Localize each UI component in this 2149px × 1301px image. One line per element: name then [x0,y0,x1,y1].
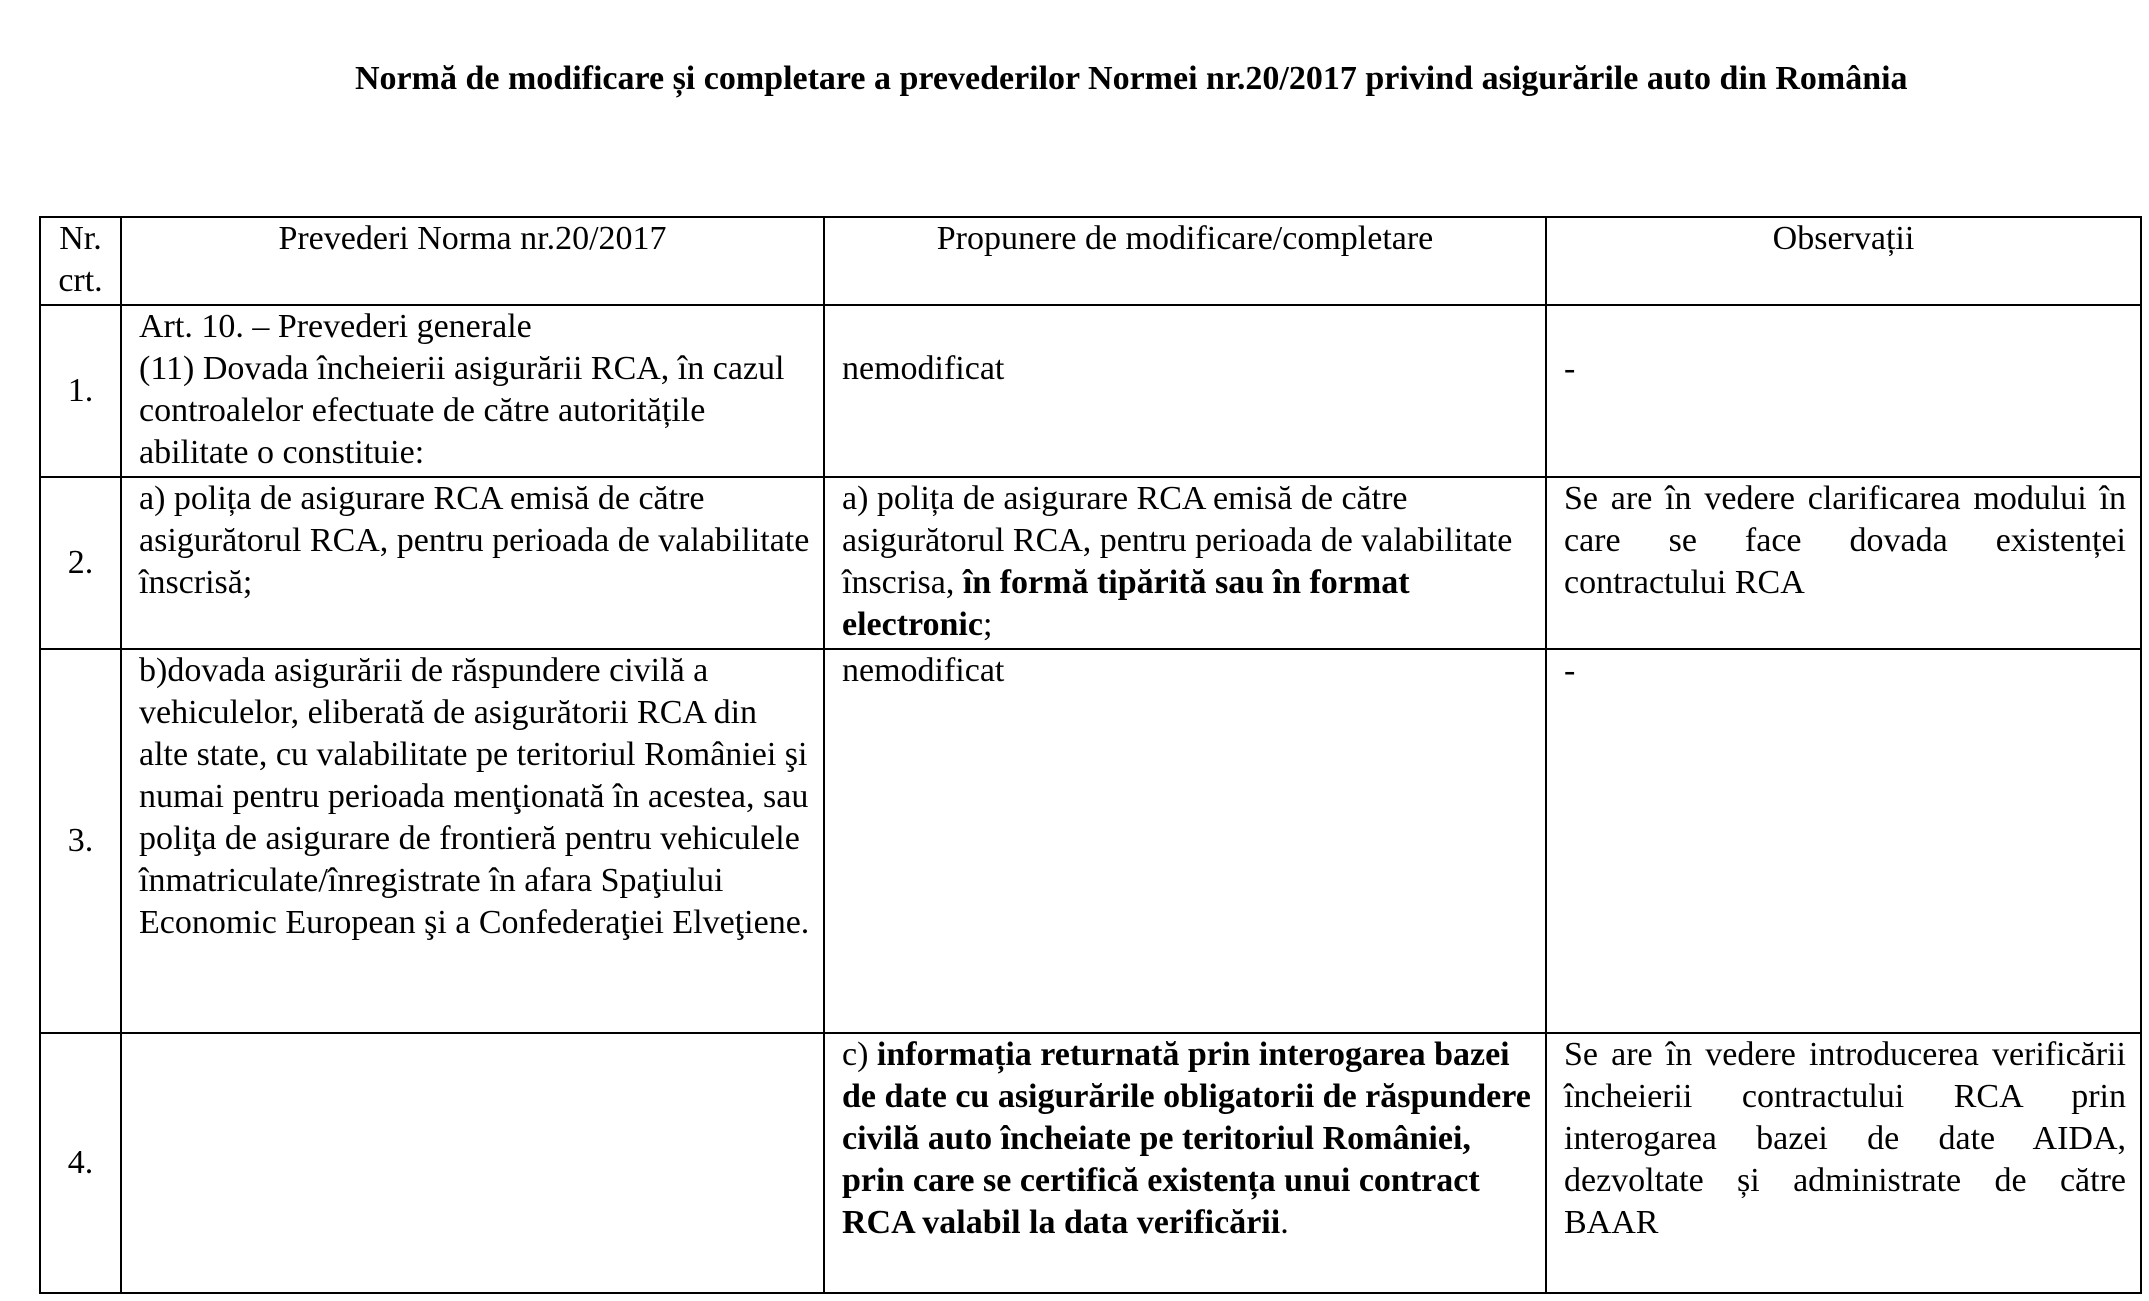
propunere-prefix: c) [842,1036,869,1073]
observatii-cell: Se are în vedere introducerea verificării încheierii contractului RCA prin interogarea bazei de date AIDA, dezvoltate și administrate de către BAAR [1546,1033,2141,1293]
propunere-bold-text: informația returnată prin interogarea bazei de date cu asigurările obligatorii de răspundere civilă auto încheiate pe teritoriul României, prin care se certifică existența unui contract RCA valabil la data verificării [842,1036,1531,1241]
header-observatii: Observații [1546,217,2141,305]
propunere-cell [824,1033,1546,1293]
table-row [40,305,2141,477]
prevederi-cell [121,305,824,477]
observatii-cell: - [1546,305,2141,477]
row-number: 1. [40,305,121,477]
table-row [40,649,2141,1033]
propunere-text: a) polița de asigurare RCA emisă de către asigurătorul RCA, pentru perioada de valabilitate înscrisa, [842,480,1513,601]
propunere-cell [824,477,1546,649]
observatii-cell: - [1546,649,2141,1033]
document-title: Normă de modificare și completare a prevederilor Normei nr.20/2017 privind asigurările auto din România [355,60,1908,97]
propunere-cell: nemodificat [824,649,1546,1033]
prevederi-cell: b)dovada asigurării de răspundere civilă a vehiculelor, eliberată de asigurătorii RCA din alte state, cu valabilitate pe teritoriul României şi numai pentru perioada menţionată în acestea, sau poliţa de asigurare de frontieră pentru vehiculele înmatriculate/înregistrate în afara Spaţiului Economic European şi a Confederaţiei Elveţiene. [121,649,824,1033]
propunere-bold-text: în formă tipărită sau în format electronic [842,564,1410,643]
amendment-table [39,216,2142,1294]
prevederi-cell [121,1033,824,1293]
observatii-cell: Se are în vedere clarificarea modului în care se face dovada existenței contractului RCA [1546,477,2141,649]
article-paragraph: (11) Dovada încheierii asigurării RCA, în cazul controalelor efectuate de către autoritățile abilitate o constituie: [139,350,785,471]
row-number: 3. [40,649,121,1033]
propunere-tail: . [1280,1204,1289,1241]
row-number: 4. [40,1033,121,1293]
row-number: 2. [40,477,121,649]
header-prevederi: Prevederi Norma nr.20/2017 [121,217,824,305]
article-heading: Art. 10. – Prevederi generale [139,308,532,345]
prevederi-cell: a) polița de asigurare RCA emisă de către asigurătorul RCA, pentru perioada de valabilitate înscrisă; [121,477,824,649]
table-header-row [40,217,2141,305]
propunere-tail: ; [982,606,993,643]
table-row [40,477,2141,649]
header-nr-crt: Nr. crt. [40,217,121,305]
table-row [40,1033,2141,1293]
propunere-cell: nemodificat [824,305,1546,477]
header-propunere: Propunere de modificare/completare [824,217,1546,305]
